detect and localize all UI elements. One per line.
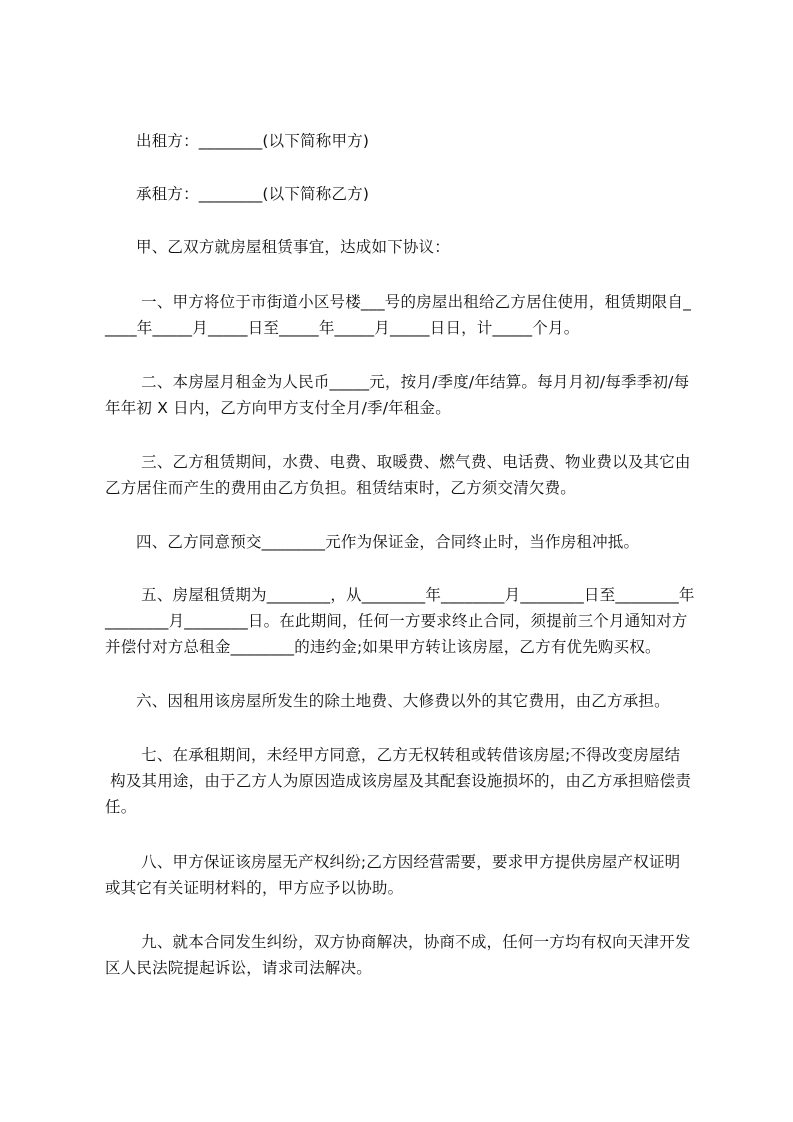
clause-7-line-2: 构及其用途，由于乙方人为原因造成该房屋及其配套设施损坏的，由乙方承担赔偿责 — [105, 772, 692, 790]
clause-2-line-1: 二、本房屋月租金为人民币_____元，按月/季度/年结算。每月月初/每季季初/每 — [136, 373, 690, 391]
clause-3-line-2: 乙方居住而产生的费用由乙方负担。租赁结束时，乙方须交清欠费。 — [105, 479, 577, 497]
clause-1-line-2: ____年_____月_____日至_____年_____月_____日日，计_____个月。 — [105, 319, 580, 337]
clause-2-line-2: 年年初 X 日内，乙方向甲方支付全月/季/年租金。 — [105, 399, 451, 417]
clause-3-line-1: 三、乙方租赁期间，水费、电费、取暖费、燃气费、电话费、物业费以及其它由 — [136, 453, 691, 471]
lessor-line: 出租方：________(以下简称甲方) — [136, 132, 370, 150]
clause-7-line-1: 七、在承租期间，未经甲方同意，乙方无权转租或转借该房屋;不得改变房屋结 — [136, 746, 681, 764]
intro-line: 甲、乙双方就房屋租赁事宜，达成如下协议： — [136, 238, 451, 256]
clause-8-line-1: 八、甲方保证该房屋无产权纠纷;乙方因经营需要，要求甲方提供房屋产权证明 — [136, 853, 681, 871]
clause-1-line-1: 一、甲方将位于市街道小区号楼___号的房屋出租给乙方居住使用，租赁期限自_ — [136, 293, 692, 311]
clause-7-line-3: 任。 — [105, 798, 137, 816]
clause-5-line-3: 并偿付对方总租金________的违约金;如果甲方转让该房屋，乙方有优先购买权。 — [105, 638, 661, 656]
clause-8-line-2: 或其它有关证明材料的，甲方应予以协助。 — [105, 879, 404, 897]
clause-5-line-1: 五、房屋租赁期为________，从________年________月________日至________年 — [136, 586, 695, 604]
clause-4-line-1: 四、乙方同意预交________元作为保证金，合同终止时，当作房租冲抵。 — [136, 533, 640, 551]
clause-9-line-2: 区人民法院提起诉讼，请求司法解决。 — [105, 959, 372, 977]
clause-5-line-2: ________月________日。在此期间，任何一方要求终止合同，须提前三个月通知对方 — [105, 612, 688, 630]
clause-9-line-1: 九、就本合同发生纠纷，双方协商解决，协商不成，任何一方均有权向天津开发 — [136, 933, 691, 951]
lessee-line: 承租方：________(以下简称乙方) — [136, 185, 370, 203]
clause-6-line-1: 六、因租用该房屋所发生的除土地费、大修费以外的其它费用，由乙方承担。 — [136, 692, 670, 710]
